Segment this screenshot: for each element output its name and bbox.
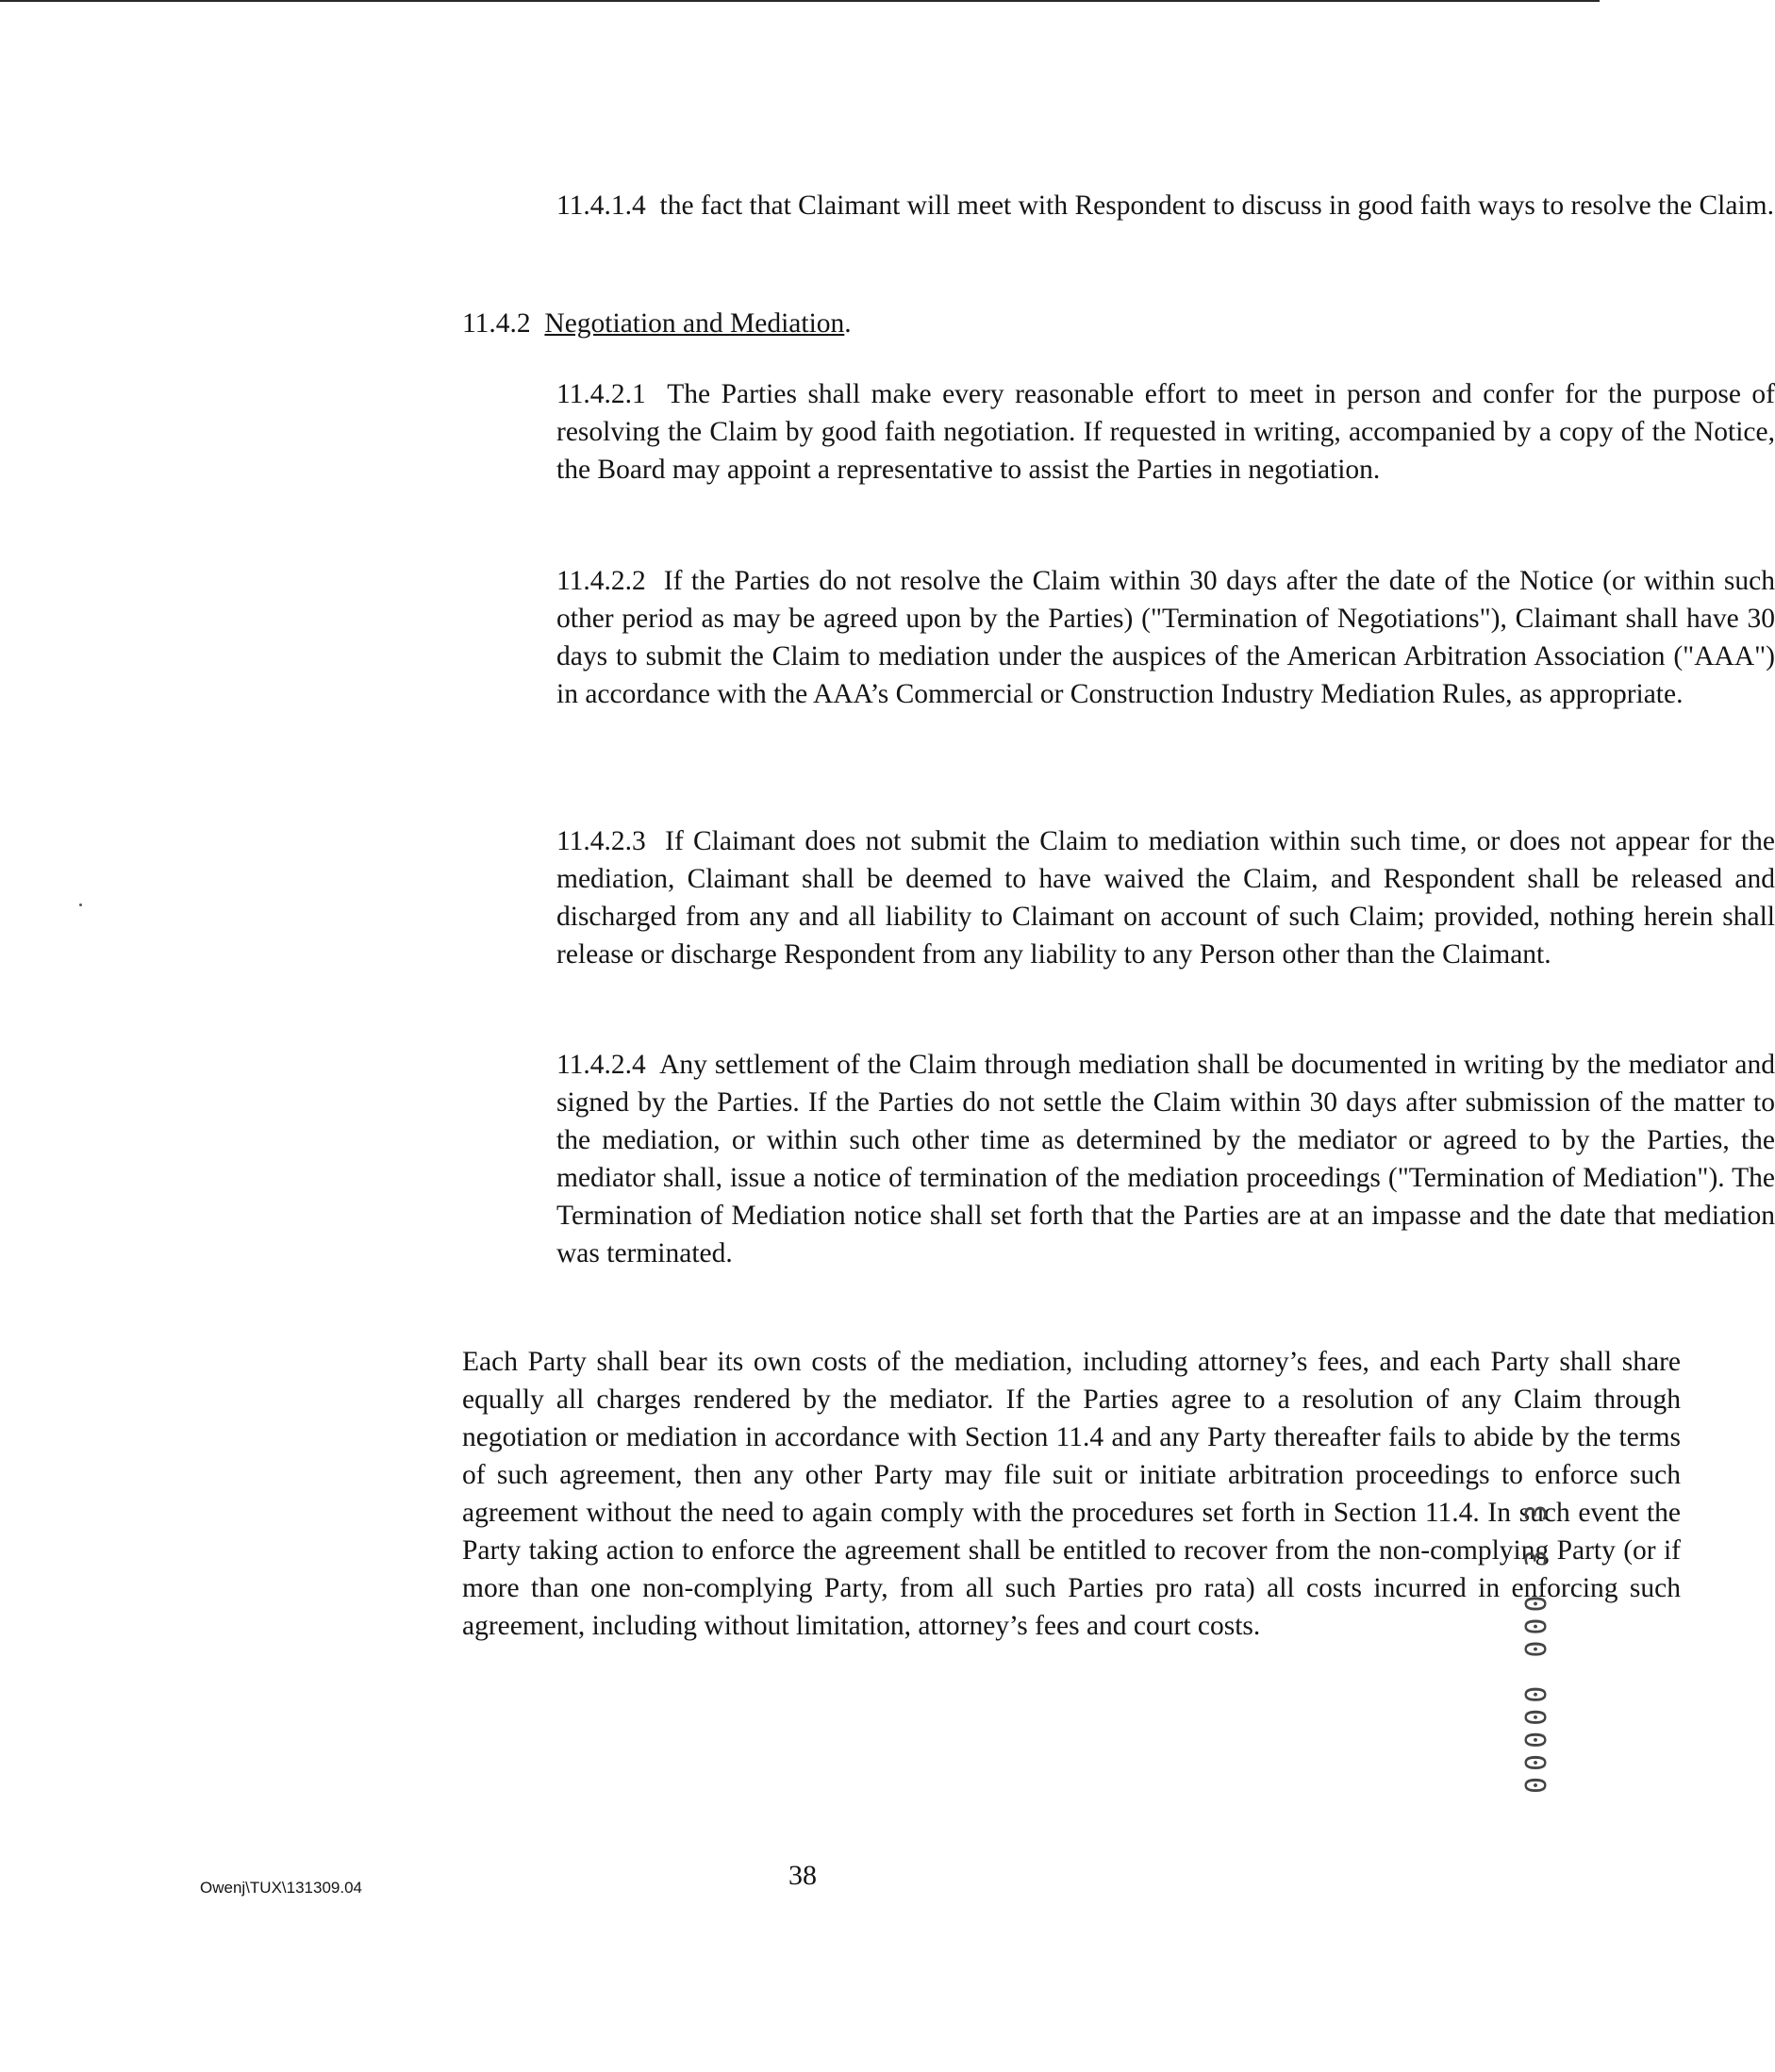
section-number: 11.4.2.2 <box>556 566 646 596</box>
section-heading-11-4-2 <box>462 305 852 342</box>
paragraph-costs <box>200 1343 1681 1645</box>
scan-speck <box>79 903 82 906</box>
section-number: 11.4.2 <box>462 308 531 339</box>
paragraph-11-4-2-1 <box>200 375 1775 489</box>
section-number: 11.4.2.1 <box>556 379 646 409</box>
section-number: 11.4.2.3 <box>556 826 646 856</box>
paragraph-text: Any settlement of the Claim through mediation shall be documented in writing by the mediator and signed by the Parties. If the Parties do not settle the Claim within 30 days after submission of the matter to the mediation, or within such other time as determined by the mediator or agreed to by the Parties, the mediator shall, issue a notice of termination of the mediation proceedings ("Termination of Mediation"). The Termination of Mediation notice shall set forth that the Parties are at an impasse and the date that mediation was terminated. <box>556 1050 1775 1268</box>
page-number: 38 <box>788 1860 817 1891</box>
section-number: 11.4.2.4 <box>556 1050 646 1080</box>
paragraph-text: Each Party shall bear its own costs of the mediation, including attorney’s fees, and each Party shall share equally all charges rendered by the mediator. If the Parties agree to a resolution of any Claim through negotiation or mediation in accordance with Section 11.4 and any Party thereafter fails to abide by the terms of such agreement, then any other Party may file suit or initiate arbitration proceedings to enforce such agreement without the need to again comply with the procedures set forth in Section 11.4. In such event the Party taking action to enforce the agreement shall be entitled to recover from the non-complying Party (or if more than one non-complying Party, from all such Parties pro rata) all costs incurred in enforcing such agreement, including without limitation, attorney’s fees and court costs. <box>462 1347 1681 1641</box>
paragraph-text: If the Parties do not resolve the Claim within 30 days after the date of the Notice (or within such other period as may be agreed upon by the Parties) ("Termination of Negotiations"), Claimant shall have 30 days to submit the Claim to mediation under the auspices of the American Arbitration Association ("AAA") in accordance with the AAA’s Commercial or Construction Industry Mediation Rules, as appropriate. <box>556 566 1775 709</box>
paragraph-text: The Parties shall make every reasonable effort to meet in person and confer for the purpose of resolving the Claim by good faith negotiation. If requested in writing, accompanied by a copy of the Notice, the Board may appoint a representative to assist the Parties in negotiation. <box>556 379 1775 485</box>
paragraph-11-4-2-3 <box>200 822 1775 973</box>
paragraph-11-4-1-4 <box>200 187 1775 224</box>
paragraph-text: the fact that Claimant will meet with Respondent to discuss in good faith ways to resolve the Claim. <box>659 191 1774 221</box>
bates-stamp: 00000 000 3 3 <box>1520 1499 1553 1794</box>
section-number: 11.4.1.4 <box>556 191 646 221</box>
section-title-suffix: . <box>844 308 852 339</box>
paragraph-text: If Claimant does not submit the Claim to mediation within such time, or does not appear for the mediation, Claimant shall be deemed to have waived the Claim, and Respondent shall be released and discharged from any and all liability to Claimant on account of such Claim; provided, nothing herein shall release or discharge Respondent from any liability to any Person other than the Claimant. <box>556 826 1775 970</box>
paragraph-11-4-2-2 <box>200 562 1775 713</box>
footer-file-id: Owenj\TUX\131309.04 <box>200 1879 362 1897</box>
paragraph-11-4-2-4 <box>200 1046 1775 1272</box>
section-title: Negotiation and Mediation <box>544 308 845 339</box>
